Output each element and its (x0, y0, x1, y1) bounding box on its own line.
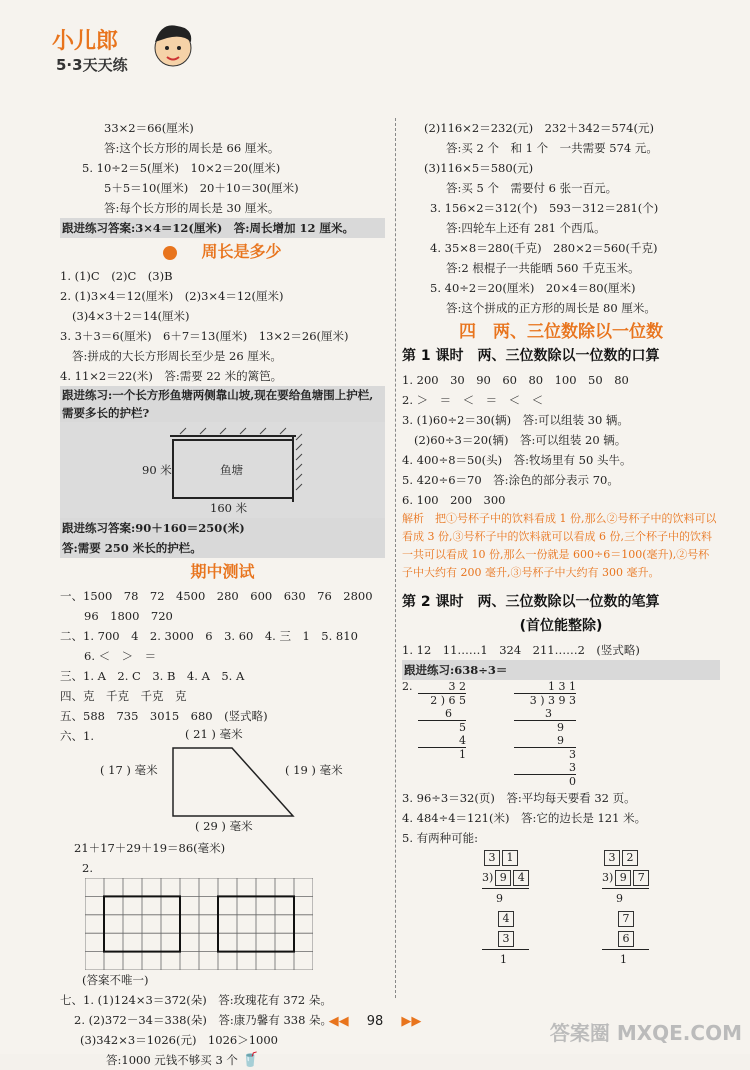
long-division-1: 3 2 2 ) 6 5 6 5 4 1 (418, 680, 466, 761)
follow-up-answer: 跟进练习答案:90＋160＝250(米) (60, 518, 385, 538)
drink-can-icon: 🥤 (241, 1052, 260, 1068)
answer-line: 五、588 735 3015 680 (竖式略) (60, 709, 268, 723)
answer-line: 5. 420÷6＝70 答:涂色的部分表示 70。 (402, 473, 619, 487)
answer-line: (3)342×3＝1026(元) 1026＞1000 (80, 1033, 278, 1047)
answer-line: 七、1. (1)124×3＝372(朵) 答:玫瑰花有 372 朵。 (60, 993, 332, 1007)
answer-line: 6. 100 200 300 (402, 493, 506, 507)
answer-line: 四、克 千克 千克 克 (60, 689, 187, 703)
answer-line: 5. 有两种可能: (402, 831, 479, 845)
answer-line: 21＋17＋29＋19＝86(毫米) (74, 841, 226, 855)
answer-line: 4. 400÷8＝50(头) 答:牧场里有 50 头牛。 (402, 453, 632, 467)
follow-up-answer: 跟进练习答案:3×4＝12(厘米) 答:周长增加 12 厘米。 (60, 218, 385, 238)
answer-line: 6. ＜ ＞ ＝ (84, 649, 157, 663)
answer-line: 96 1800 720 (84, 609, 173, 623)
box-division-1: 3 1 3) 9 4 9 4 3 1 (482, 848, 529, 970)
answer-line: (3)4×3＋2＝14(厘米) (72, 309, 190, 323)
box-division-block (402, 848, 720, 966)
answer-line: 3. 156×2＝312(个) 593－312＝281(个) (430, 201, 659, 215)
column-divider (395, 118, 396, 998)
answer-line: 二、1. 700 4 2. 3000 6 3. 60 4. 三 1 5. 810 (60, 629, 358, 643)
bullet-icon (163, 246, 177, 260)
answer-line: (3)116×5＝580(元) (424, 161, 534, 175)
trapezoid-right-label: ( 19 ) 毫米 (285, 763, 343, 777)
box-division-2: 3 2 3) 9 7 9 7 6 1 (602, 848, 649, 970)
watermark: 答案圈 MXQE.COM (549, 1021, 742, 1045)
answer-line: 答:买 5 个 需要付 6 张一百元。 (446, 181, 618, 195)
follow-up-answer: 答:需要 250 米长的护栏。 (60, 538, 385, 558)
answer-line: 答:买 2 个 和 1 个 一共需要 574 元。 (446, 141, 658, 155)
answer-line: 5. 40÷2＝20(厘米) 20×4＝80(厘米) (430, 281, 636, 295)
pond-label: 鱼塘 (220, 463, 243, 477)
follow-up-question: 跟进练习:一个长方形鱼塘两侧靠山坡,现在要给鱼塘围上护栏,需要多长的护栏? (60, 386, 385, 422)
answer-line: 5. 10÷2＝5(厘米) 10×2＝20(厘米) (82, 161, 281, 175)
answer-line: 2. ＞ ＝ ＜ ＝ ＜ ＜ (402, 393, 544, 407)
trapezoid-bottom-label: ( 29 ) 毫米 (195, 819, 253, 833)
answer-line: 答:拼成的大长方形周长至少是 26 厘米。 (72, 349, 282, 363)
answer-line: 3. 3＋3＝6(厘米) 6＋7＝13(厘米) 13×2＝26(厘米) (60, 329, 349, 343)
answer-line: 1. (1)C (2)C (3)B (60, 269, 173, 283)
logo-title: 小儿郎 (52, 29, 119, 54)
section-title: 期中测试 (190, 562, 255, 581)
answer-line: 4. 11×2＝22(米) 答:需要 22 米的篱笆。 (60, 369, 283, 383)
answer-line: 3. 96÷3＝32(页) 答:平均每天要看 32 页。 (402, 791, 636, 805)
right-column (402, 118, 720, 966)
answer-line: 答:这个拼成的正方形的周长是 80 厘米。 (446, 301, 656, 315)
question-number: 2. (82, 861, 93, 875)
answer-line: 答:每个长方形的周长是 30 厘米。 (104, 201, 280, 215)
answer-line: 答:1000 元钱不够买 3 个 🥤 (106, 1052, 260, 1068)
follow-up-box (60, 386, 385, 558)
answer-line: 答:四轮车上还有 281 个西瓜。 (446, 221, 606, 235)
question-number: 2. (402, 680, 413, 693)
answer-line: (2)116×2＝232(元) 232＋342＝574(元) (424, 121, 654, 135)
pond-diagram (60, 422, 385, 518)
answer-line: 一、1500 78 72 4500 280 600 630 76 2800 (60, 589, 373, 603)
answer-line: 1. 200 30 90 60 80 100 50 80 (402, 373, 629, 387)
answer-line: 答:这个长方形的周长是 66 厘米。 (104, 141, 280, 155)
answer-line: 4. 35×8＝280(千克) 280×2＝560(千克) (430, 241, 658, 255)
lesson-title: 第 2 课时 两、三位数除以一位数的笔算 (402, 594, 660, 610)
logo (52, 20, 192, 82)
page-number: 98 (366, 1014, 384, 1029)
answer-line: (2)60÷3＝20(辆) 答:可以组装 20 辆。 (414, 433, 627, 447)
answer-note: (答案不唯一) (82, 973, 149, 987)
answer-line: 33×2＝66(厘米) (104, 121, 194, 135)
answer-line: 3. (1)60÷2＝30(辆) 答:可以组装 30 辆。 (402, 413, 629, 427)
long-division-2: 1 3 1 3 ) 3 9 3 3 9 9 3 3 0 (514, 680, 576, 788)
section-title: 周长是多少 (60, 242, 385, 262)
cartoon-boy-icon (147, 20, 199, 76)
answer-line: 2. (2)372－34＝338(朵) 答:康乃馨有 338 朵。 (74, 1013, 333, 1027)
answer-line: 三、1. A 2. C 3. B 4. A 5. A (60, 669, 245, 683)
analysis-text: 解析 把①号杯子中的饮料看成 1 份,那么②号杯子中的饮料可以看成 3 份,③号杯子中的饮料就可以看成 6 份,三个杯子中的饮料一共可以看成 10 份,那么一份就是 600÷6＝100(毫升),②号杯子中大约有 200 毫升,③号杯子中大约有 300 毫升。 (402, 512, 717, 579)
prev-page-icon[interactable]: ◀◀ (328, 1014, 349, 1029)
follow-up-question: 跟进练习:638÷3＝ (402, 660, 720, 680)
trapezoid-top-label: ( 21 ) 毫米 (185, 727, 243, 741)
long-division-block (402, 680, 720, 788)
answer-line: 4. 484÷4＝121(米) 答:它的边长是 121 米。 (402, 811, 647, 825)
grid-figure (85, 878, 313, 970)
trapezoid-left-label: ( 17 ) 毫米 (100, 763, 158, 777)
answer-line: 5＋5＝10(厘米) 20＋10＝30(厘米) (104, 181, 299, 195)
next-page-icon[interactable]: ▶▶ (401, 1014, 422, 1029)
answer-line: 1. 12 11……1 324 211……2 (竖式略) (402, 643, 640, 657)
answer-line: 2. (1)3×4＝12(厘米) (2)3×4＝12(厘米) (60, 289, 284, 303)
pond-bottom-label: 160 米 (210, 501, 248, 515)
lesson-title: 第 1 课时 两、三位数除以一位数的口算 (402, 348, 660, 364)
left-column (60, 118, 385, 1070)
unit-title: 四 两、三位数除以一位数 (459, 322, 663, 342)
lesson-subtitle: (首位能整除) (519, 618, 603, 634)
answer-line: 六、1. (60, 729, 94, 743)
logo-subtitle: 5·3天天练 (56, 56, 128, 74)
answer-line: 答:2 根棍子一共能晒 560 千克玉米。 (446, 261, 640, 275)
pond-side-label: 90 米 (142, 463, 172, 477)
